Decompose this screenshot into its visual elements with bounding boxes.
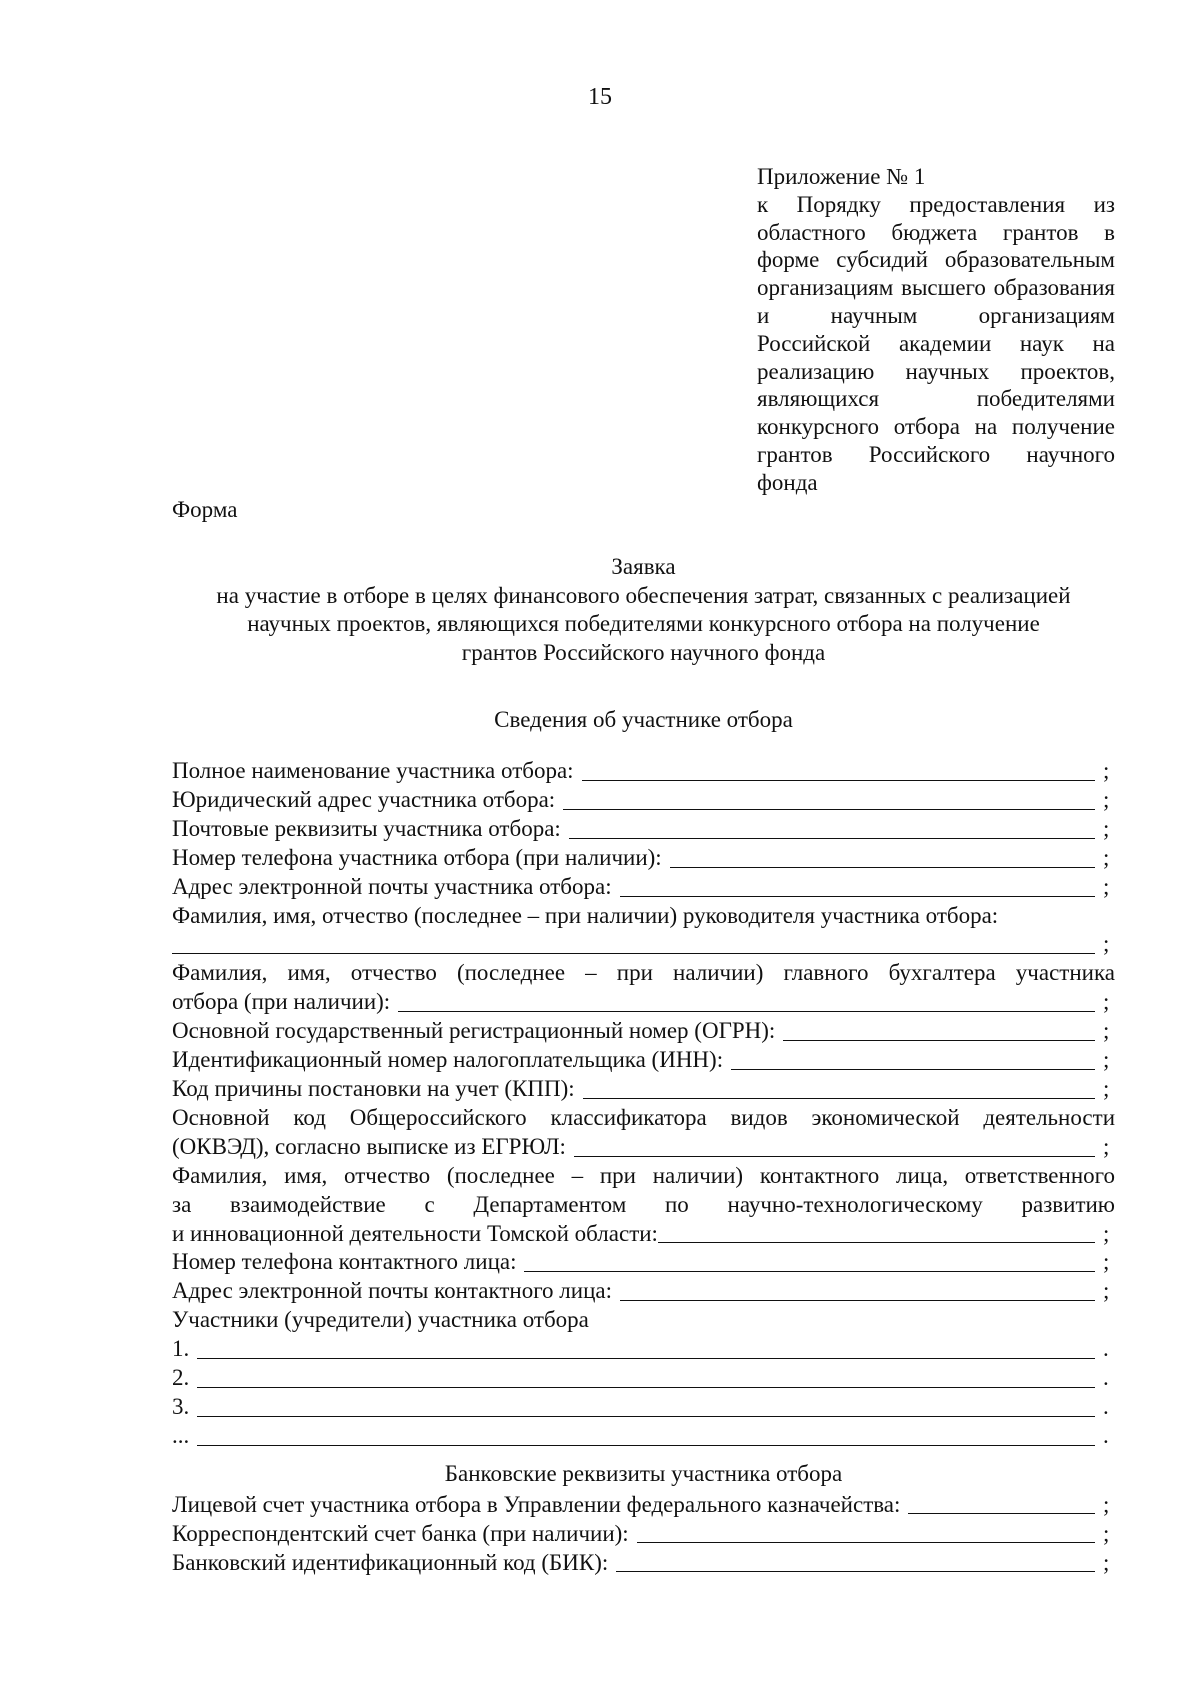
founder-1-input[interactable] <box>197 1338 1095 1359</box>
inn-input[interactable] <box>731 1049 1095 1070</box>
field-okved: (ОКВЭД), согласно выписке из ЕГРЮЛ: ; <box>172 1133 1110 1159</box>
participant-fields <box>172 757 1115 1451</box>
field-full-name: Полное наименование участника отбора: ; <box>172 758 1110 783</box>
appendix-body: к Порядку предоставления из областного бюджета грантов в форме субсидий образовательным организациям высшего образования и научным организациям Российской академии наук на реализацию научных проектов, являющихся победителями конкурсного отбора на получение грантов Российского научного фонда <box>757 191 1115 495</box>
accountant-input[interactable] <box>398 991 1095 1012</box>
field-inn: Идентификационный номер налогоплательщика (ИНН): ; <box>172 1047 1110 1073</box>
field-contact-label-2: за взаимодействие с Департаментом по научно-технологическому развитию <box>172 1191 1115 1217</box>
field-head-name-label: Фамилия, имя, отчество (последнее – при наличии) руководителя участника отбора: <box>172 902 999 928</box>
field-founder-3: 3. . <box>172 1393 1109 1419</box>
field-phone: Номер телефона участника отбора (при наличии): ; <box>172 844 1110 870</box>
title-line-4: грантов Российского научного фонда <box>461 639 826 665</box>
appendix-title: Приложение № 1 <box>757 164 926 189</box>
field-contact-email: Адрес электронной почты контактного лица: ; <box>172 1278 1110 1304</box>
full-name-input[interactable] <box>582 760 1095 781</box>
bank-account-input[interactable] <box>908 1493 1095 1514</box>
field-head-name: ; <box>172 930 1115 959</box>
field-contact-phone: Номер телефона контактного лица: ; <box>172 1249 1110 1275</box>
legal-address-input[interactable] <box>563 789 1095 810</box>
field-accountant: отбора (при наличии): ; <box>172 989 1110 1015</box>
contact-phone-input[interactable] <box>524 1251 1095 1272</box>
appendix-block <box>757 163 1115 497</box>
bank-section-heading: Банковские реквизиты участника отбора <box>444 1461 843 1486</box>
postal-input[interactable] <box>569 818 1095 839</box>
contact-input[interactable] <box>658 1222 1095 1243</box>
okved-input[interactable] <box>574 1136 1095 1157</box>
bank-fields <box>172 1490 1115 1577</box>
field-kpp: Код причины постановки на учет (КПП): ; <box>172 1075 1110 1101</box>
field-okved-label: Основной код Общероссийского классификатора видов экономической деятельности <box>172 1104 1115 1130</box>
head-name-input[interactable] <box>172 933 1095 954</box>
phone-input[interactable] <box>670 847 1095 868</box>
kpp-input[interactable] <box>583 1078 1095 1099</box>
founder-more-input[interactable] <box>197 1425 1095 1446</box>
field-accountant-label: Фамилия, имя, отчество (последнее – при наличии) главного бухгалтера участника <box>172 960 1115 986</box>
field-contact: и инновационной деятельности Томской области: ; <box>172 1220 1110 1246</box>
page-number: 15 <box>588 84 612 110</box>
field-bik: Банковский идентификационный код (БИК): ; <box>172 1550 1110 1575</box>
field-email: Адрес электронной почты участника отбора: ; <box>172 873 1110 899</box>
field-bank-account: Лицевой счет участника отбора в Управлении федерального казначейства: ; <box>172 1492 1110 1517</box>
title-line-1: Заявка <box>611 554 676 579</box>
field-founder-2: 2. . <box>172 1365 1109 1391</box>
bik-input[interactable] <box>616 1551 1095 1572</box>
field-founder-1: 1. . <box>172 1336 1109 1362</box>
corr-account-input[interactable] <box>637 1522 1095 1543</box>
field-legal-address: Юридический адрес участника отбора: ; <box>172 786 1110 812</box>
form-label: Форма <box>172 497 238 522</box>
field-contact-label-1: Фамилия, имя, отчество (последнее – при наличии) контактного лица, ответственного <box>172 1162 1115 1188</box>
title-line-2: на участие в отборе в целях финансового обеспечения затрат, связанных с реализацией <box>216 582 1071 608</box>
document-title <box>172 553 1115 667</box>
title-line-3: научных проектов, являющихся победителями конкурсного отбора на получение <box>247 611 1040 636</box>
field-ogrn: Основной государственный регистрационный номер (ОГРН): ; <box>172 1018 1110 1044</box>
field-founder-more: ... . <box>172 1422 1109 1448</box>
contact-email-input[interactable] <box>620 1280 1095 1301</box>
founder-2-input[interactable] <box>197 1367 1095 1388</box>
field-founders-label: Участники (учредители) участника отбора <box>172 1307 589 1333</box>
field-corr-account: Корреспондентский счет банка (при наличии): ; <box>172 1521 1110 1546</box>
founder-3-input[interactable] <box>197 1396 1095 1417</box>
participant-section-heading: Сведения об участнике отбора <box>494 707 793 732</box>
field-postal: Почтовые реквизиты участника отбора: ; <box>172 815 1110 841</box>
email-input[interactable] <box>620 876 1095 897</box>
ogrn-input[interactable] <box>783 1020 1095 1041</box>
